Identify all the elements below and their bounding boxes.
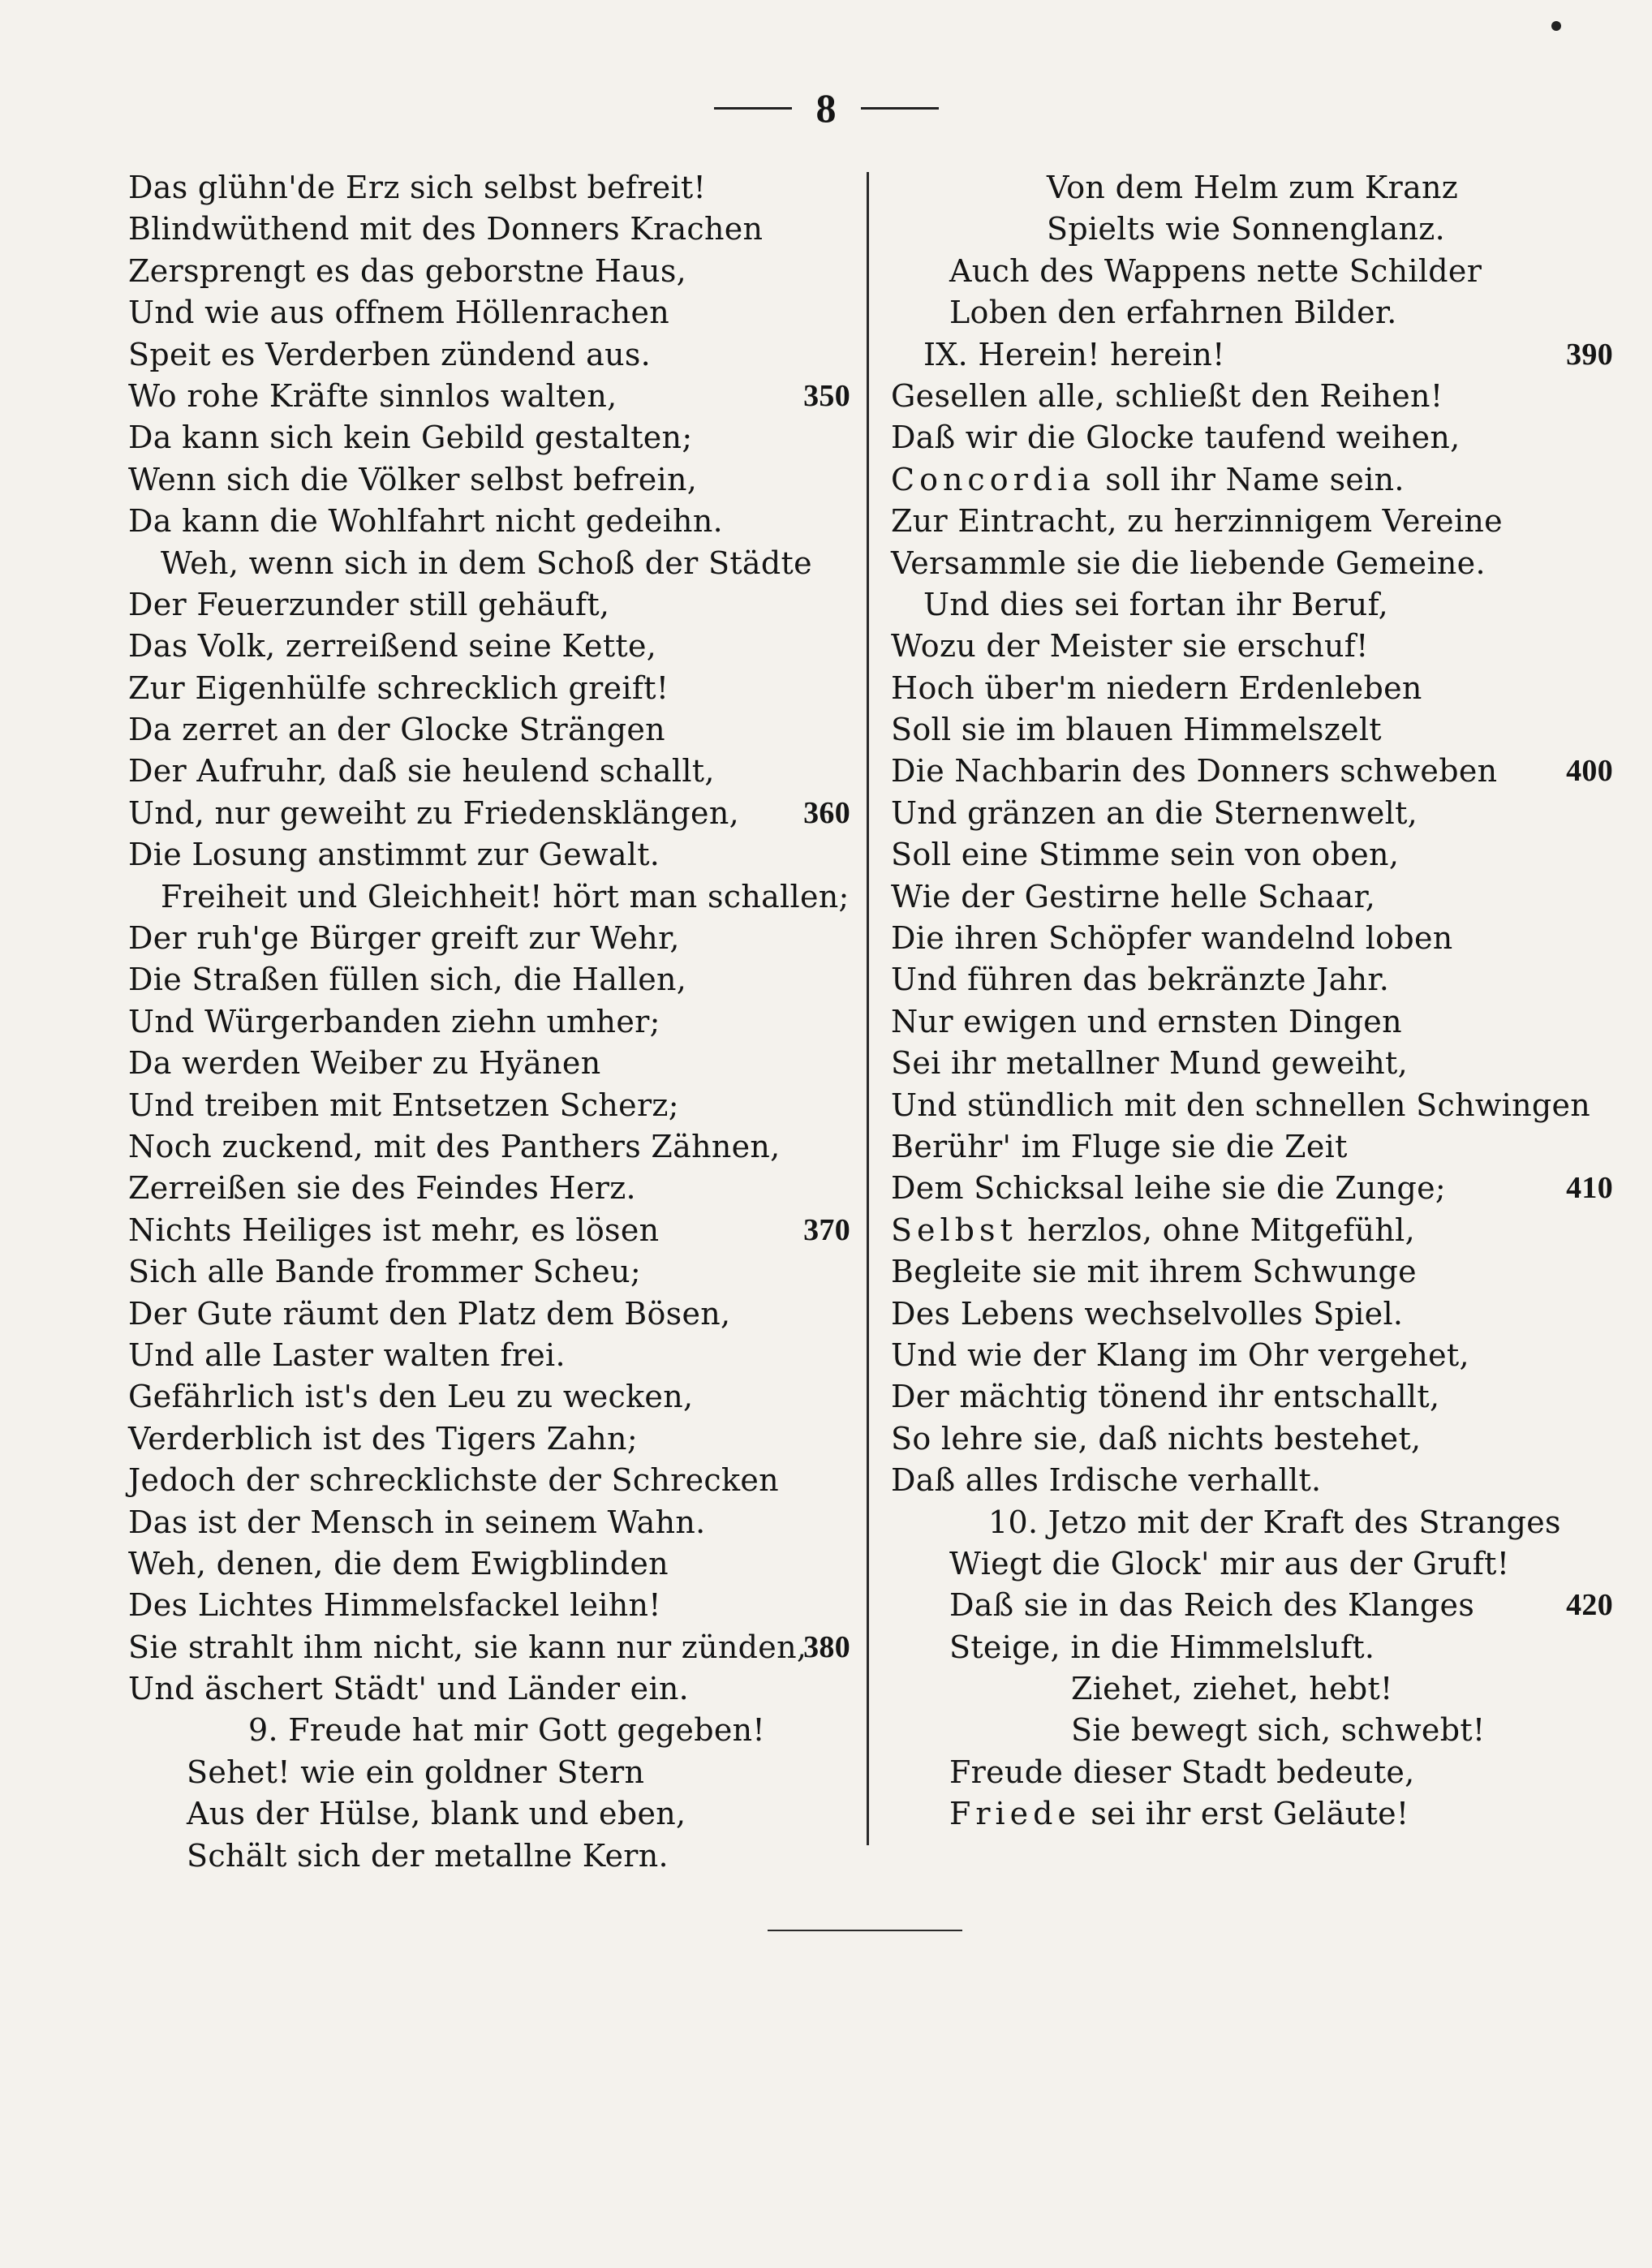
verse-line: [891, 1168, 1613, 1209]
verse-text: Steige, in die Himmelsluft.: [949, 1629, 1375, 1665]
line-number: 400: [1566, 754, 1613, 789]
line-number: 380: [803, 1629, 850, 1664]
verse-line: [128, 1376, 850, 1418]
verse-text: Auch des Wappens nette Schilder: [949, 252, 1482, 289]
verse-text: Wiegt die Glock' mir aus der Gruft!: [949, 1545, 1510, 1582]
verse-line: [891, 1460, 1613, 1501]
verse-line: [128, 292, 850, 334]
end-rule: [768, 1930, 962, 1931]
verse-text: Sehet! wie ein goldner Stern: [187, 1754, 645, 1790]
verse-line: [891, 334, 1613, 376]
verse-text: Und alle Laster walten frei.: [128, 1336, 566, 1373]
verse-text: Und gränzen an die Sternenwelt,: [891, 794, 1418, 831]
verse-line: [128, 1585, 850, 1626]
verse-line: [891, 793, 1613, 834]
verse-line: [128, 1335, 850, 1376]
verse-text: 9. Freude hat mir Gott gegeben!: [248, 1712, 765, 1749]
verse-line: [128, 1293, 850, 1335]
verse-line: [891, 209, 1613, 250]
verse-text: Verderblich ist des Tigers Zahn;: [128, 1420, 638, 1457]
verse-text: Noch zuckend, mit des Panthers Zähnen,: [128, 1128, 781, 1164]
verse-line: [891, 834, 1613, 876]
verse-line: [128, 209, 850, 250]
verse-line: [128, 876, 850, 918]
verse-line: [891, 1251, 1613, 1293]
verse-text: Das ist der Mensch in seinem Wahn.: [128, 1504, 706, 1540]
ink-spot: [1551, 21, 1561, 31]
verse-text: Die Straßen füllen sich, die Hallen,: [128, 962, 687, 998]
verse-text: Speit es Verderben zündend aus.: [128, 336, 652, 372]
verse-text: Daß wir die Glocke taufend weihen,: [891, 420, 1461, 456]
verse-line: [891, 1376, 1613, 1418]
verse-line: [891, 459, 1613, 501]
verse-text: Der mächtig tönend ihr entschallt,: [891, 1379, 1440, 1415]
verse-text: Sei ihr metallner Mund geweiht,: [891, 1045, 1408, 1082]
verse-text: Schält sich der metallne Kern.: [187, 1837, 669, 1874]
verse-line: [128, 626, 850, 667]
verse-text: Versammle sie die liebende Gemeine.: [891, 544, 1486, 581]
verse-line: [128, 1835, 850, 1877]
verse-line: [128, 167, 850, 209]
verse-text: Und dies sei fortan ihr Beruf,: [923, 586, 1388, 622]
verse-line: [128, 251, 850, 292]
verse-line: [891, 417, 1613, 458]
verse-text: Daß alles Irdische verhallt.: [891, 1462, 1322, 1499]
verse-line: [891, 1210, 1613, 1251]
verse-text: Nichts Heiliges ist mehr, es lösen: [128, 1211, 660, 1248]
verse-text: Des Lebens wechselvolles Spiel.: [891, 1295, 1404, 1332]
verse-line: [128, 751, 850, 792]
header-rule-right: [861, 107, 939, 110]
line-number: 420: [1566, 1588, 1613, 1623]
verse-line: [128, 584, 850, 626]
verse-line: [128, 376, 850, 417]
verse-text: Die ihren Schöpfer wandelnd loben: [891, 920, 1453, 957]
verse-text: Sie bewegt sich, schwebt!: [1071, 1712, 1486, 1749]
verse-line: [128, 834, 850, 876]
verse-text: Wie der Gestirne helle Schaar,: [891, 878, 1376, 915]
verse-line: [128, 1668, 850, 1710]
verse-line: [128, 668, 850, 709]
verse-line: [891, 1627, 1613, 1668]
verse-line: [891, 1668, 1613, 1710]
verse-text: Daß sie in das Reich des Klanges: [949, 1587, 1475, 1624]
column-divider: [867, 172, 869, 1845]
verse-text: Zur Eigenhülfe schrecklich greift!: [128, 669, 669, 706]
verse-text: Der ruh'ge Bürger greift zur Wehr,: [128, 920, 680, 957]
verse-text: Die Losung anstimmt zur Gewalt.: [128, 837, 660, 873]
verse-line: [128, 1085, 850, 1126]
verse-line: [128, 1126, 850, 1168]
verse-text: Freude dieser Stadt bedeute,: [949, 1754, 1415, 1790]
verse-text: Und stündlich mit den schnellen Schwingen: [891, 1087, 1591, 1123]
verse-line: [891, 292, 1613, 334]
verse-text: Das glühn'de Erz sich selbst befreit!: [128, 170, 707, 205]
verse-line: [891, 1126, 1613, 1168]
verse-text: Hoch über'm niedern Erdenleben: [891, 669, 1422, 706]
verse-line: [128, 334, 850, 376]
line-number: 360: [803, 795, 850, 830]
verse-line: [128, 959, 850, 1001]
verse-line: [891, 251, 1613, 292]
verse-text: Und, nur geweiht zu Friedensklängen,: [128, 794, 739, 831]
verse-text: Sie strahlt ihm nicht, sie kann nur zünden,: [128, 1629, 807, 1665]
verse-text: Begleite sie mit ihrem Schwunge: [891, 1254, 1417, 1290]
verse-line: [128, 1043, 850, 1084]
verse-line: [891, 1043, 1613, 1084]
verse-text: Und treiben mit Entsetzen Scherz;: [128, 1087, 679, 1123]
verse-text: So lehre sie, daß nichts bestehet,: [891, 1420, 1422, 1457]
verse-text: Aus der Hülse, blank und eben,: [187, 1796, 686, 1832]
verse-text: Und führen das bekränzte Jahr.: [891, 962, 1390, 998]
verse-line: [128, 1418, 850, 1460]
verse-text: Berühr' im Fluge sie die Zeit: [891, 1128, 1348, 1164]
verse-text: Wenn sich die Völker selbst befrein,: [128, 461, 698, 497]
verse-text: Das Volk, zerreißend seine Kette,: [128, 628, 657, 665]
verse-line: [128, 1543, 850, 1585]
page-header: [0, 85, 1652, 131]
verse-line: [891, 1502, 1613, 1543]
verse-line: [891, 501, 1613, 542]
right-column: [891, 167, 1613, 1835]
line-number: 390: [1566, 337, 1613, 372]
verse-text: Und äschert Städt' und Länder ein.: [128, 1671, 690, 1707]
verse-line: [891, 1793, 1613, 1835]
verse-text: Friede sei ihr erst Geläute!: [949, 1796, 1409, 1832]
left-column: [128, 167, 850, 1877]
verse-text: Und wie der Klang im Ohr vergehet,: [891, 1336, 1469, 1373]
verse-line: [128, 1627, 850, 1668]
verse-text: Und wie aus offnem Höllenrachen: [128, 295, 670, 331]
verse-line: [891, 918, 1613, 959]
verse-text: Zersprengt es das geborstne Haus,: [128, 252, 687, 289]
verse-line: [128, 501, 850, 542]
verse-text: Weh, wenn sich in dem Schoß der Städte: [161, 544, 812, 581]
emphasized-word: Friede: [949, 1796, 1081, 1832]
verse-line: [891, 1585, 1613, 1626]
verse-text: Da kann sich kein Gebild gestalten;: [128, 420, 693, 456]
header-rule-left: [714, 107, 792, 110]
verse-line: [891, 1710, 1613, 1751]
verse-text: Gesellen alle, schließt den Reihen!: [891, 377, 1443, 414]
verse-line: [891, 1752, 1613, 1793]
verse-line: [128, 1502, 850, 1543]
verse-text: Des Lichtes Himmelsfackel leihn!: [128, 1587, 661, 1624]
verse-line: [891, 1001, 1613, 1043]
verse-line: [128, 918, 850, 959]
line-number: 350: [803, 378, 850, 413]
verse-line: [891, 751, 1613, 792]
verse-text: IX. Herein! herein!: [923, 336, 1225, 372]
verse-line: [891, 1293, 1613, 1335]
verse-line: [128, 543, 850, 584]
verse-text: Loben den erfahrnen Bilder.: [949, 295, 1397, 331]
verse-text: Nur ewigen und ernsten Dingen: [891, 1003, 1402, 1039]
verse-text: Blindwüthend mit des Donners Krachen: [128, 211, 764, 247]
verse-text: Da kann die Wohlfahrt nicht gedeihn.: [128, 503, 723, 540]
verse-line: [891, 543, 1613, 584]
verse-line: [128, 417, 850, 458]
verse-text: Spielts wie Sonnenglanz.: [1047, 211, 1445, 247]
verse-line: [891, 1543, 1613, 1585]
verse-text: Zur Eintracht, zu herzinnigem Vereine: [891, 503, 1503, 540]
emphasized-word: Concordia: [891, 461, 1095, 497]
line-number: 370: [803, 1212, 850, 1247]
verse-text: Wo rohe Kräfte sinnlos walten,: [128, 377, 617, 414]
verse-line: [891, 1335, 1613, 1376]
verse-text: Der Gute räumt den Platz dem Bösen,: [128, 1295, 731, 1332]
verse-line: [128, 459, 850, 501]
verse-text: Von dem Helm zum Kranz: [1047, 170, 1459, 205]
verse-line: [891, 959, 1613, 1001]
verse-line: [891, 584, 1613, 626]
verse-text: Weh, denen, die dem Ewigblinden: [128, 1545, 669, 1582]
verse-text: Soll eine Stimme sein von oben,: [891, 837, 1400, 873]
verse-text: Sich alle Bande frommer Scheu;: [128, 1254, 641, 1290]
verse-text: Da werden Weiber zu Hyänen: [128, 1045, 601, 1082]
verse-line: [128, 1001, 850, 1043]
verse-text: Concordia soll ihr Name sein.: [891, 461, 1405, 497]
verse-line: [128, 793, 850, 834]
verse-line: [891, 1418, 1613, 1460]
verse-text: Der Aufruhr, daß sie heulend schallt,: [128, 753, 715, 790]
verse-line: [128, 1210, 850, 1251]
verse-text: Die Nachbarin des Donners schweben: [891, 753, 1498, 790]
verse-line: [891, 626, 1613, 667]
verse-line: [891, 668, 1613, 709]
line-number: 410: [1566, 1171, 1613, 1206]
emphasized-word: Selbst: [891, 1211, 1017, 1248]
verse-text: Freiheit und Gleichheit! hört man schallen;: [161, 878, 850, 915]
verse-line: [128, 709, 850, 751]
verse-text: Zerreißen sie des Feindes Herz.: [128, 1170, 636, 1207]
verse-line: [891, 876, 1613, 918]
verse-text: Soll sie im blauen Himmelszelt: [891, 712, 1382, 748]
verse-text: Der Feuerzunder still gehäuft,: [128, 586, 610, 622]
verse-line: [128, 1710, 850, 1751]
verse-text: Gefährlich ist's den Leu zu wecken,: [128, 1379, 694, 1415]
verse-text: 10. Jetzo mit der Kraft des Stranges: [988, 1504, 1561, 1540]
verse-line: [891, 1085, 1613, 1126]
verse-text: Selbst herzlos, ohne Mitgefühl,: [891, 1211, 1415, 1248]
verse-line: [128, 1793, 850, 1835]
page-number: 8: [815, 85, 837, 131]
verse-line: [128, 1251, 850, 1293]
verse-text: Dem Schicksal leihe sie die Zunge;: [891, 1170, 1446, 1207]
verse-text: Und Würgerbanden ziehn umher;: [128, 1003, 660, 1039]
verse-text: Ziehet, ziehet, hebt!: [1071, 1671, 1393, 1707]
verse-text: Da zerret an der Glocke Strängen: [128, 712, 665, 748]
verse-line: [128, 1460, 850, 1501]
verse-line: [891, 167, 1613, 209]
verse-text: Jedoch der schrecklichste der Schrecken: [128, 1462, 779, 1499]
verse-text: Wozu der Meister sie erschuf!: [891, 628, 1369, 665]
verse-line: [891, 376, 1613, 417]
verse-line: [128, 1168, 850, 1209]
verse-line: [891, 709, 1613, 751]
verse-line: [128, 1752, 850, 1793]
